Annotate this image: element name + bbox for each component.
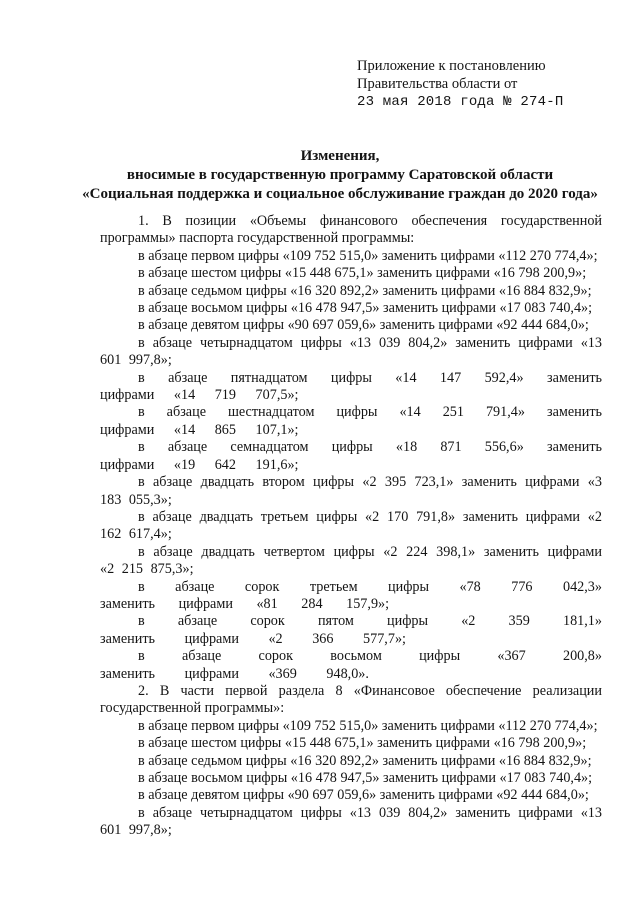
section-1-item: в абзаце шестом цифры «15 448 675,1» заменить цифрами «16 798 200,9»;	[138, 265, 587, 282]
document-body	[100, 213, 602, 840]
section-2-item: в абзаце шестом цифры «15 448 675,1» заменить цифрами «16 798 200,9»;	[138, 735, 587, 752]
section-1-item: в абзаце девятом цифры «90 697 059,6» заменить цифрами «92 444 684,0»;	[138, 317, 589, 334]
section-1-item: в абзаце первом цифры «109 752 515,0» заменить цифрами «112 270 774,4»;	[138, 247, 598, 264]
attachment-date-number: 23 мая 2018 года № 274-П	[357, 94, 564, 110]
section-1-item: в абзаце шестнадцатом цифры «14 251 791,4» заменить цифрами «14 865 107,1»;	[100, 404, 602, 438]
section-1-item: в абзаце двадцать втором цифры «2 395 723,1» заменить цифрами «3 183 055,3»;	[100, 474, 602, 508]
section-1-item: в абзаце двадцать третьем цифры «2 170 791,8» заменить цифрами «2 162 617,4»;	[100, 508, 602, 543]
section-1-item: в абзаце семнадцатом цифры «18 871 556,6» заменить цифрами «19 642 191,6»;	[100, 439, 602, 473]
section-1-item: в абзаце сорок пятом цифры «2 359 181,1» заменить цифрами «2 366 577,7»;	[100, 613, 602, 647]
title-line-3: «Социальная поддержка и социальное обслуживание граждан до 2020 года»	[82, 186, 598, 202]
section-2-intro: 2. В части первой раздела 8 «Финансовое обеспечение реализации государственной программы»:	[100, 682, 602, 717]
section-1-item: в абзаце восьмом цифры «16 478 947,5» заменить цифрами «17 083 740,4»;	[138, 300, 593, 317]
section-2-item: в абзаце девятом цифры «90 697 059,6» заменить цифрами «92 444 684,0»;	[138, 787, 589, 804]
document-title	[60, 147, 620, 204]
title-line-1: Изменения,	[300, 148, 380, 164]
section-2-item: в абзаце четырнадцатом цифры «13 039 804,2» заменить цифрами «13 601 997,8»;	[100, 804, 602, 839]
attachment-note	[357, 57, 563, 111]
section-2-item: в абзаце первом цифры «109 752 515,0» заменить цифрами «112 270 774,4»;	[138, 717, 598, 734]
section-2-item: в абзаце седьмом цифры «16 320 892,2» заменить цифрами «16 884 832,9»;	[138, 752, 592, 769]
section-2-item: в абзаце восьмом цифры «16 478 947,5» заменить цифрами «17 083 740,4»;	[138, 770, 593, 786]
section-1-item: в абзаце двадцать четвертом цифры «2 224 398,1» заменить цифрами «2 215 875,3»;	[100, 543, 602, 578]
section-1-item: в абзаце четырнадцатом цифры «13 039 804,2» заменить цифрами «13 601 997,8»;	[100, 334, 602, 369]
section-1-item: в абзаце сорок восьмом цифры «367 200,8» заменить цифрами «369 948,0».	[100, 648, 602, 682]
section-1-item: в абзаце сорок третьем цифры «78 776 042,3» заменить цифрами «81 284 157,9»;	[100, 578, 602, 612]
attachment-line-1: Приложение к постановлению	[357, 58, 546, 74]
section-1-intro: 1. В позиции «Объемы финансового обеспечения государственной программы» паспорта государственной программы:	[100, 213, 602, 247]
attachment-line-2: Правительства области от	[357, 76, 518, 92]
section-1-item: в абзаце пятнадцатом цифры «14 147 592,4» заменить цифрами «14 719 707,5»;	[100, 369, 602, 404]
section-1-item: в абзаце седьмом цифры «16 320 892,2» заменить цифрами «16 884 832,9»;	[138, 282, 592, 299]
title-line-2: вносимые в государственную программу Саратовской области	[126, 167, 554, 183]
